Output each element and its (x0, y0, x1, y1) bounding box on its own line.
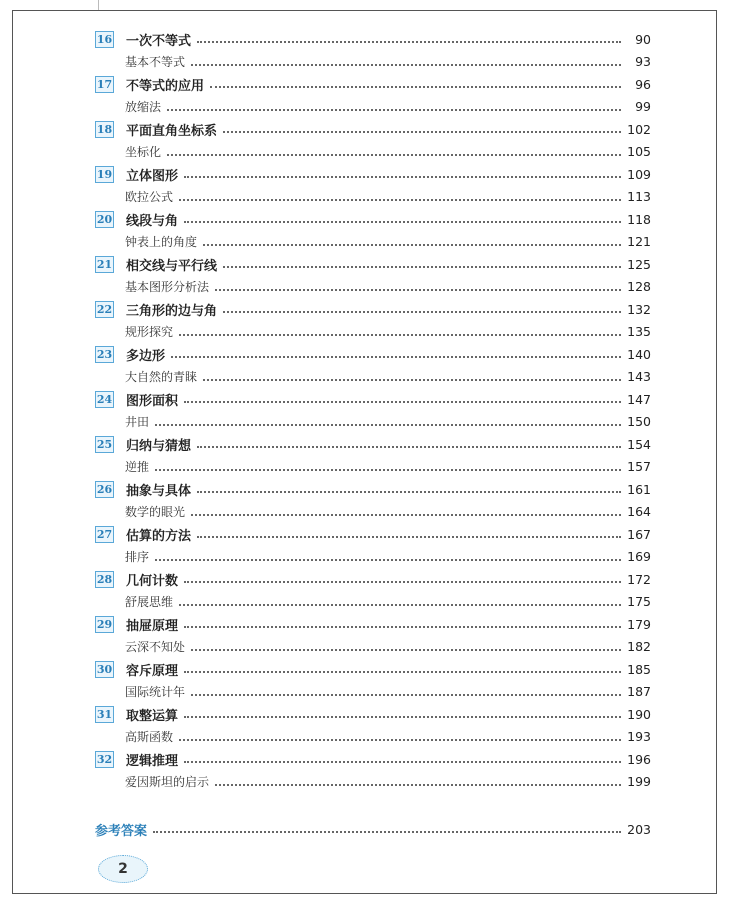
chapter-number-badge: 30 (96, 662, 113, 676)
toc-chapter-entry[interactable] (95, 613, 651, 636)
leader-dots (155, 469, 621, 471)
section-title: 舒展思维 (125, 595, 174, 610)
chapter-title: 抽屉原理 (126, 618, 179, 634)
leader-dots (179, 604, 621, 606)
chapter-number-badge: 31 (96, 707, 113, 721)
section-page: 164 (627, 504, 651, 520)
toc-chapter-entry[interactable] (95, 388, 651, 411)
section-page: 169 (627, 549, 651, 565)
leader-dots (184, 716, 621, 718)
chapter-title: 线段与角 (126, 213, 179, 229)
chapter-number-badge: 25 (96, 437, 113, 451)
section-title: 基本图形分析法 (125, 280, 210, 295)
section-title: 逆推 (125, 460, 150, 475)
section-page: 99 (635, 99, 651, 115)
section-title: 排序 (125, 550, 150, 565)
chapter-number-badge: 32 (96, 752, 113, 766)
section-title: 数学的眼光 (125, 505, 186, 520)
leader-dots (179, 334, 621, 336)
toc-section-entry[interactable] (95, 636, 651, 659)
chapter-page: 118 (627, 211, 651, 227)
chapter-title: 逻辑推理 (126, 753, 179, 769)
section-page: 135 (627, 324, 651, 340)
chapter-page: 154 (627, 436, 651, 452)
chapter-title: 取整运算 (126, 708, 179, 724)
leader-dots (184, 761, 621, 763)
section-title: 井田 (125, 415, 150, 430)
section-title: 放缩法 (125, 100, 162, 115)
leader-dots (215, 289, 621, 291)
leader-dots (179, 739, 621, 741)
chapter-number-badge: 16 (96, 32, 113, 46)
section-title: 坐标化 (125, 145, 162, 160)
toc-section-entry[interactable] (95, 231, 651, 254)
toc-section-entry[interactable] (95, 141, 651, 164)
chapter-number-badge: 26 (96, 482, 113, 496)
section-title: 基本不等式 (125, 55, 186, 70)
toc-chapter-entry[interactable] (95, 298, 651, 321)
section-page: 121 (627, 234, 651, 250)
toc-chapter-entry[interactable] (95, 478, 651, 501)
chapter-page: 109 (627, 166, 651, 182)
chapter-page: 96 (635, 76, 651, 92)
chapter-number-badge: 17 (96, 77, 113, 91)
toc-chapter-entry[interactable] (95, 748, 651, 771)
toc-chapter-entry[interactable] (95, 28, 651, 51)
toc-section-entry[interactable] (95, 681, 651, 704)
toc-section-entry[interactable] (95, 771, 651, 794)
leader-dots (203, 244, 621, 246)
toc-section-entry[interactable] (95, 546, 651, 569)
leader-dots (191, 514, 621, 516)
section-title: 大自然的青睐 (125, 370, 198, 385)
leader-dots (171, 356, 621, 358)
chapter-page: 185 (627, 661, 651, 677)
section-title: 云深不知处 (125, 640, 186, 655)
chapter-page: 179 (627, 616, 651, 632)
chapter-title: 抽象与具体 (126, 483, 192, 499)
chapter-page: 190 (627, 706, 651, 722)
chapter-number-badge: 23 (96, 347, 113, 361)
chapter-number-badge: 20 (96, 212, 113, 226)
section-page: 113 (627, 189, 651, 205)
chapter-page: 140 (627, 346, 651, 362)
toc-section-entry[interactable] (95, 186, 651, 209)
leader-dots (184, 626, 621, 628)
leader-dots (167, 109, 621, 111)
toc-section-entry[interactable] (95, 501, 651, 524)
section-page: 143 (627, 369, 651, 385)
toc-chapter-entry[interactable] (95, 253, 651, 276)
chapter-title: 图形面积 (126, 393, 179, 409)
leader-dots (184, 176, 621, 178)
chapter-number-badge: 29 (96, 617, 113, 631)
chapter-title: 相交线与平行线 (126, 258, 218, 274)
section-title: 钟表上的角度 (125, 235, 198, 250)
leader-dots (184, 401, 621, 403)
leader-dots (184, 671, 621, 673)
leader-dots (197, 491, 621, 493)
chapter-title: 不等式的应用 (126, 78, 205, 94)
toc-chapter-entry[interactable] (95, 73, 651, 96)
table-of-contents (95, 28, 651, 793)
toc-section-entry[interactable] (95, 96, 651, 119)
toc-section-entry[interactable] (95, 366, 651, 389)
page-number: 2 (118, 861, 128, 877)
chapter-page: 132 (627, 301, 651, 317)
toc-section-entry[interactable] (95, 591, 651, 614)
chapter-title: 一次不等式 (126, 33, 192, 49)
chapter-number-badge: 27 (96, 527, 113, 541)
section-page: 187 (627, 684, 651, 700)
leader-dots (191, 694, 621, 696)
toc-section-entry[interactable] (95, 321, 651, 344)
toc-chapter-entry[interactable] (95, 568, 651, 591)
leader-dots (155, 559, 621, 561)
chapter-page: 167 (627, 526, 651, 542)
crop-mark (98, 0, 99, 10)
chapter-number-badge: 19 (96, 167, 113, 181)
toc-chapter-entry[interactable] (95, 523, 651, 546)
chapter-title: 几何计数 (126, 573, 179, 589)
section-page: 128 (627, 279, 651, 295)
toc-chapter-entry[interactable] (95, 118, 651, 141)
section-page: 105 (627, 144, 651, 160)
leader-dots (191, 64, 621, 66)
toc-chapter-entry[interactable] (95, 163, 651, 186)
toc-chapter-entry[interactable] (95, 208, 651, 231)
chapter-title: 归纳与猜想 (126, 438, 192, 454)
toc-section-entry[interactable] (95, 411, 651, 434)
chapter-number-badge: 24 (96, 392, 113, 406)
toc-section-entry[interactable] (95, 51, 651, 74)
section-page: 150 (627, 414, 651, 430)
section-page: 193 (627, 729, 651, 745)
leader-dots (210, 86, 621, 88)
toc-chapter-entry[interactable] (95, 343, 651, 366)
chapter-title: 三角形的边与角 (126, 303, 218, 319)
chapter-number-badge: 21 (96, 257, 113, 271)
chapter-page: 125 (627, 256, 651, 272)
leader-dots (153, 831, 621, 833)
chapter-page: 102 (627, 121, 651, 137)
chapter-title: 估算的方法 (126, 528, 192, 544)
chapter-page: 172 (627, 571, 651, 587)
section-title: 爱因斯坦的启示 (125, 775, 210, 790)
section-title: 欧拉公式 (125, 190, 174, 205)
chapter-page: 196 (627, 751, 651, 767)
section-page: 199 (627, 774, 651, 790)
leader-dots (179, 199, 621, 201)
toc-section-entry[interactable] (95, 726, 651, 749)
leader-dots (223, 131, 621, 133)
chapter-number-badge: 22 (96, 302, 113, 316)
leader-dots (184, 581, 621, 583)
chapter-number-badge: 28 (96, 572, 113, 586)
section-page: 157 (627, 459, 651, 475)
chapter-page: 147 (627, 391, 651, 407)
toc-section-entry[interactable] (95, 276, 651, 299)
toc-answers-page: 203 (627, 821, 651, 837)
toc-answers-title: 参考答案 (95, 823, 148, 839)
toc-chapter-entry[interactable] (95, 703, 651, 726)
leader-dots (191, 649, 621, 651)
chapter-number-badge: 18 (96, 122, 113, 136)
leader-dots (197, 41, 621, 43)
section-page: 175 (627, 594, 651, 610)
toc-section-entry[interactable] (95, 456, 651, 479)
leader-dots (203, 379, 621, 381)
chapter-title: 平面直角坐标系 (126, 123, 218, 139)
leader-dots (167, 154, 621, 156)
leader-dots (197, 446, 621, 448)
section-title: 国际统计年 (125, 685, 186, 700)
chapter-page: 161 (627, 481, 651, 497)
chapter-title: 多边形 (126, 348, 166, 364)
toc-answers-entry[interactable] (95, 818, 651, 840)
toc-chapter-entry[interactable] (95, 433, 651, 456)
chapter-title: 立体图形 (126, 168, 179, 184)
toc-chapter-entry[interactable] (95, 658, 651, 681)
chapter-title: 容斥原理 (126, 663, 179, 679)
leader-dots (197, 536, 621, 538)
section-page: 182 (627, 639, 651, 655)
leader-dots (155, 424, 621, 426)
section-title: 规形探究 (125, 325, 174, 340)
leader-dots (223, 266, 621, 268)
chapter-page: 90 (635, 31, 651, 47)
page-number-badge (98, 855, 148, 883)
section-page: 93 (635, 54, 651, 70)
section-title: 高斯函数 (125, 730, 174, 745)
leader-dots (184, 221, 621, 223)
leader-dots (223, 311, 621, 313)
leader-dots (215, 784, 621, 786)
